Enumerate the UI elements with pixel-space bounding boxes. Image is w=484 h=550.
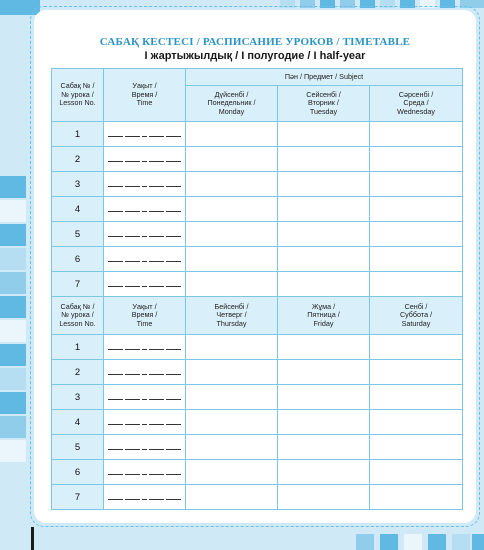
time-entry-field[interactable] [104, 272, 186, 297]
lesson-row [52, 222, 463, 247]
lesson-number: 7 [52, 485, 104, 510]
lesson-row [52, 122, 463, 147]
lesson-number: 5 [52, 435, 104, 460]
lesson-row [52, 197, 463, 222]
time-entry-field[interactable] [104, 360, 186, 385]
time-separator [142, 136, 147, 137]
time-separator [142, 349, 147, 350]
lesson-number-header [52, 69, 104, 122]
time-blank [125, 374, 140, 375]
time-blank [166, 374, 181, 375]
time-separator [142, 186, 147, 187]
subject-cell[interactable] [370, 485, 463, 510]
time-blank [149, 374, 164, 375]
day-header-line: Вторник / [308, 98, 339, 108]
time-blank [166, 424, 181, 425]
subject-cell[interactable] [278, 435, 370, 460]
time-blank [108, 449, 123, 450]
lesson-row [52, 172, 463, 197]
subject-cell[interactable] [186, 222, 278, 247]
subject-cell[interactable] [186, 197, 278, 222]
time-blank [149, 236, 164, 237]
time-blank [125, 136, 140, 137]
lesson-row [52, 335, 463, 360]
day-header-line: Saturday [401, 318, 431, 328]
time-separator [142, 474, 147, 475]
time-entry-field[interactable] [104, 435, 186, 460]
time-blank [108, 186, 123, 187]
lesson-header-line: Сабақ № / [60, 301, 95, 311]
time-blank [108, 286, 123, 287]
subject-cell[interactable] [370, 272, 463, 297]
time-entry-field[interactable] [104, 122, 186, 147]
time-blank [166, 236, 181, 237]
time-separator [142, 261, 147, 262]
subject-cell[interactable] [186, 122, 278, 147]
subject-cell[interactable] [370, 122, 463, 147]
time-blank [108, 161, 123, 162]
half-year-subtitle: I жартыжылдық / I полугодие / I half-year [144, 50, 366, 62]
subject-cell[interactable] [186, 385, 278, 410]
day-header-line: Суббота / [399, 310, 433, 320]
time-blank [166, 474, 181, 475]
day-header-w2-1 [186, 297, 278, 335]
lesson-header-line: Lesson No. [59, 318, 96, 328]
time-blank [166, 286, 181, 287]
lesson-number: 4 [52, 410, 104, 435]
lesson-header-line: № урока / [61, 310, 94, 320]
time-entry-field[interactable] [104, 385, 186, 410]
lesson-number: 3 [52, 172, 104, 197]
time-blank [125, 161, 140, 162]
time-entry-field[interactable] [104, 410, 186, 435]
day-header-w1-1 [186, 86, 278, 122]
subject-cell[interactable] [186, 272, 278, 297]
time-blank [149, 474, 164, 475]
day-header-line: Пятница / [307, 310, 340, 320]
time-blank [125, 424, 140, 425]
time-entry-field[interactable] [104, 335, 186, 360]
time-blank [108, 499, 123, 500]
day-header-line: Monday [218, 106, 245, 116]
time-entry-field[interactable] [104, 247, 186, 272]
subject-cell[interactable] [370, 197, 463, 222]
time-blank [125, 474, 140, 475]
subject-cell[interactable] [370, 172, 463, 197]
day-header-w2-2 [278, 297, 370, 335]
time-blank [166, 399, 181, 400]
time-separator [142, 499, 147, 500]
time-blank [108, 261, 123, 262]
subject-cell[interactable] [186, 335, 278, 360]
subject-cell[interactable] [370, 222, 463, 247]
day-header-line: Дүйсенбі / [214, 89, 249, 99]
subject-cell[interactable] [370, 460, 463, 485]
timetable-table [51, 68, 463, 510]
subject-cell[interactable] [278, 272, 370, 297]
time-blank [149, 499, 164, 500]
lesson-number: 2 [52, 147, 104, 172]
day-header-line: Среда / [403, 98, 429, 108]
time-blank [125, 499, 140, 500]
day-header-line: Thursday [216, 318, 247, 328]
time-header-line: Уақыт / [132, 301, 157, 311]
time-blank [149, 161, 164, 162]
subject-cell[interactable] [370, 385, 463, 410]
subject-cell[interactable] [370, 360, 463, 385]
time-separator [142, 424, 147, 425]
time-blank [125, 399, 140, 400]
time-blank [125, 211, 140, 212]
subject-cell[interactable] [278, 485, 370, 510]
subject-cell[interactable] [370, 435, 463, 460]
time-blank [149, 211, 164, 212]
time-blank [166, 499, 181, 500]
subject-cell[interactable] [278, 460, 370, 485]
lesson-number: 4 [52, 197, 104, 222]
lesson-row [52, 410, 463, 435]
subject-cell[interactable] [370, 247, 463, 272]
subject-cell[interactable] [278, 172, 370, 197]
time-blank [108, 211, 123, 212]
subject-cell[interactable] [186, 360, 278, 385]
lesson-header-line: Lesson No. [59, 98, 96, 108]
time-blank [166, 449, 181, 450]
subject-cell[interactable] [278, 360, 370, 385]
time-entry-field[interactable] [104, 172, 186, 197]
time-separator [142, 286, 147, 287]
lesson-header-line: № урока / [61, 89, 94, 99]
time-entry-field[interactable] [104, 147, 186, 172]
time-blank [166, 261, 181, 262]
timetable-title: САБАҚ КЕСТЕСІ / РАСПИСАНИЕ УРОКОВ / TIMETABLE [99, 36, 411, 48]
time-entry-field[interactable] [104, 197, 186, 222]
subject-cell[interactable] [278, 147, 370, 172]
lesson-row [52, 385, 463, 410]
lesson-row [52, 272, 463, 297]
time-blank [125, 286, 140, 287]
subject-cell[interactable] [186, 247, 278, 272]
time-separator [142, 399, 147, 400]
subject-cell[interactable] [278, 335, 370, 360]
subject-cell[interactable] [186, 460, 278, 485]
time-blank [166, 186, 181, 187]
subject-header: Пән / Предмет / Subject [186, 69, 463, 86]
subject-cell[interactable] [278, 122, 370, 147]
day-header-line: Понедельник / [207, 98, 256, 108]
lesson-number: 2 [52, 360, 104, 385]
lesson-number: 6 [52, 247, 104, 272]
lesson-row [52, 485, 463, 510]
time-blank [108, 399, 123, 400]
time-separator [142, 211, 147, 212]
lesson-number: 7 [52, 272, 104, 297]
day-header-line: Четверг / [216, 310, 247, 320]
subject-cell[interactable] [370, 410, 463, 435]
day-header-line: Friday [313, 318, 334, 328]
day-header-line: Сәрсенбі / [398, 89, 434, 99]
time-header-line: Уақыт / [132, 81, 157, 91]
time-blank [149, 136, 164, 137]
time-blank [125, 349, 140, 350]
time-separator [142, 374, 147, 375]
day-header-line: Wednesday [397, 106, 435, 116]
time-blank [149, 424, 164, 425]
time-blank [149, 186, 164, 187]
time-blank [108, 236, 123, 237]
edge-marker [31, 527, 34, 550]
lesson-row [52, 360, 463, 385]
time-blank [149, 449, 164, 450]
time-separator [142, 449, 147, 450]
subject-cell[interactable] [186, 485, 278, 510]
time-entry-field[interactable] [104, 485, 186, 510]
day-header-line: Бейсенбі / [214, 301, 249, 311]
subject-cell[interactable] [370, 147, 463, 172]
time-blank [149, 399, 164, 400]
time-blank [125, 186, 140, 187]
time-entry-field[interactable] [104, 460, 186, 485]
time-blank [108, 374, 123, 375]
subject-cell[interactable] [278, 410, 370, 435]
time-blank [166, 349, 181, 350]
time-blank [166, 161, 181, 162]
time-header-line: Время / [131, 310, 158, 320]
time-separator [142, 161, 147, 162]
time-separator [142, 236, 147, 237]
time-blank [125, 449, 140, 450]
time-blank [166, 136, 181, 137]
time-header-line: Time [136, 98, 153, 108]
time-header [104, 297, 186, 335]
day-header-line: Сенбі / [404, 301, 428, 311]
subject-cell[interactable] [186, 435, 278, 460]
subject-cell[interactable] [278, 197, 370, 222]
lesson-row [52, 147, 463, 172]
time-blank [149, 261, 164, 262]
time-header-line: Time [136, 318, 153, 328]
lesson-number: 5 [52, 222, 104, 247]
time-blank [108, 136, 123, 137]
day-header-w1-3 [370, 86, 463, 122]
time-entry-field[interactable] [104, 222, 186, 247]
lesson-row [52, 435, 463, 460]
subject-cell[interactable] [186, 172, 278, 197]
lesson-header-line: Сабақ № / [60, 81, 95, 91]
lesson-row [52, 460, 463, 485]
time-blank [166, 211, 181, 212]
time-blank [149, 349, 164, 350]
time-blank [108, 474, 123, 475]
day-header-w1-2 [278, 86, 370, 122]
subject-cell[interactable] [278, 385, 370, 410]
time-blank [108, 424, 123, 425]
lesson-number: 6 [52, 460, 104, 485]
time-blank [125, 236, 140, 237]
subject-cell[interactable] [370, 335, 463, 360]
day-header-line: Жұма / [311, 301, 336, 311]
time-blank [108, 349, 123, 350]
day-header-w2-3 [370, 297, 463, 335]
day-header-line: Tuesday [309, 106, 338, 116]
lesson-row [52, 247, 463, 272]
lesson-number: 1 [52, 335, 104, 360]
time-header [104, 69, 186, 122]
time-header-line: Время / [131, 89, 158, 99]
lesson-number: 1 [52, 122, 104, 147]
subject-cell[interactable] [186, 410, 278, 435]
subject-cell[interactable] [278, 222, 370, 247]
day-header-line: Сейсенбі / [306, 89, 341, 99]
time-blank [149, 286, 164, 287]
subject-cell[interactable] [278, 247, 370, 272]
subject-cell[interactable] [186, 147, 278, 172]
lesson-number-header [52, 297, 104, 335]
lesson-number: 3 [52, 385, 104, 410]
time-blank [125, 261, 140, 262]
